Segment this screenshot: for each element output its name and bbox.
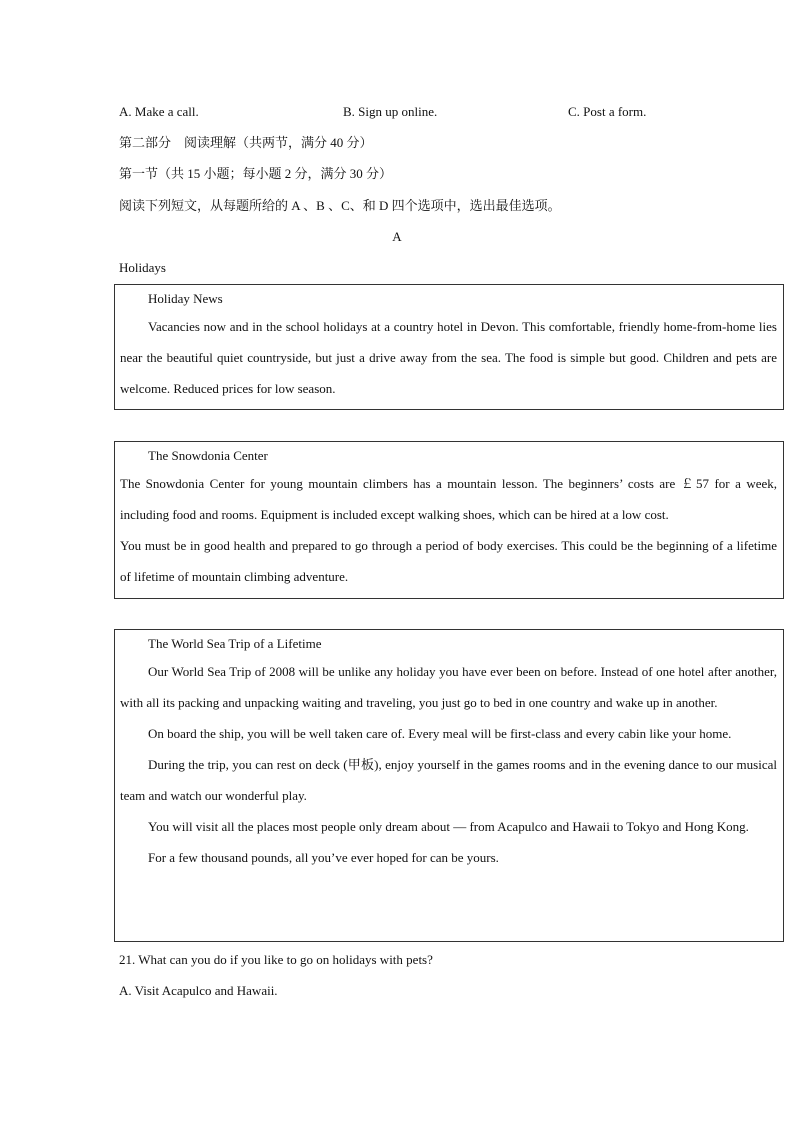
option-b[interactable]: B. Sign up online.	[343, 104, 438, 119]
ad-sea-trip-para2: On board the ship, you will be well taken care of. Every meal will be first-class and every cabin like your home.	[148, 726, 732, 741]
question-21-stem: 21. What can you do if you like to go on holidays with pets?	[119, 952, 433, 967]
ad-holiday-news	[114, 284, 784, 410]
section-heading: 第二部分 阅读理解（共两节，满分 40 分）	[119, 135, 373, 150]
option-c[interactable]: C. Post a form.	[568, 104, 647, 119]
ad-snowdonia-para1: The Snowdonia Center for young mountain climbers has a mountain lesson. The beginners’ costs are ￡57 for a week, including food and rooms. Equipment is included except walking shoes, which can be hired at a low cost.	[120, 476, 777, 522]
subsection-heading: 第一节（共 15 小题；每小题 2 分，满分 30 分）	[119, 166, 393, 181]
ad-sea-trip-para5: For a few thousand pounds, all you’ve ever hoped for can be yours.	[148, 850, 499, 865]
instructions: 阅读下列短文，从每题所给的 A 、B 、C、和 D 四个选项中，选出最佳选项。	[119, 198, 561, 213]
ad-world-sea-trip	[114, 629, 784, 942]
ad-snowdonia-para2: You must be in good health and prepared to go through a period of body exercises. This could be the beginning of a lifetime of lifetime of mountain climbing adventure.	[120, 538, 777, 584]
ad-holiday-news-body: Vacancies now and in the school holidays at a country hotel in Devon. This comfortable, friendly home-from-home lies near the beautiful quiet countryside, but just a drive away from the sea. The food is simple but good. Children and pets are welcome. Reduced prices for low season.	[120, 319, 777, 396]
previous-question-options	[119, 104, 679, 120]
ad-holiday-news-title: Holiday News	[148, 291, 223, 306]
passage-title: Holidays	[119, 260, 166, 275]
ad-sea-trip-para4: You will visit all the places most people only dream about — from Acapulco and Hawaii to Tokyo and Hong Kong.	[148, 819, 749, 834]
ad-sea-trip-para1: Our World Sea Trip of 2008 will be unlike any holiday you have ever been on before. Instead of one hotel after another, with all its packing and unpacking waiting and traveling, you just go to bed in one country and wake up in another.	[120, 664, 777, 710]
ad-sea-trip-title: The World Sea Trip of a Lifetime	[148, 636, 322, 651]
question-21-option-a[interactable]: A. Visit Acapulco and Hawaii.	[119, 983, 278, 998]
option-a[interactable]: A. Make a call.	[119, 104, 199, 119]
ad-snowdonia-title: The Snowdonia Center	[148, 448, 268, 463]
ad-snowdonia-center	[114, 441, 784, 599]
passage-label: A	[392, 229, 402, 244]
ad-sea-trip-para3: During the trip, you can rest on deck (甲板), enjoy yourself in the games rooms and in the evening dance to our musical team and watch our wonderful play.	[120, 757, 777, 803]
